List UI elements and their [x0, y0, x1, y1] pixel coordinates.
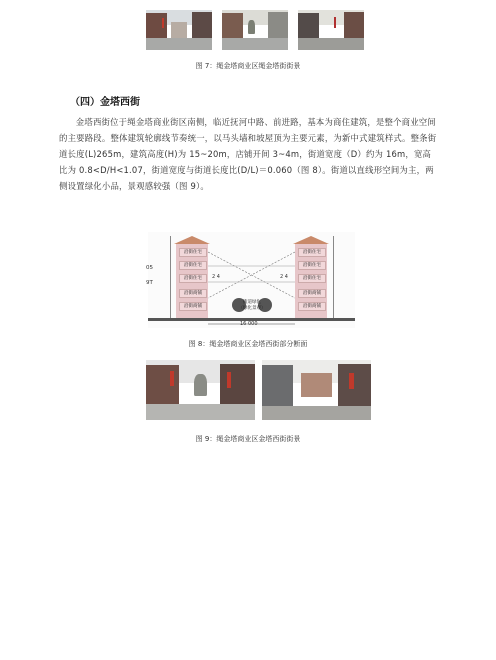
left-floor-3: 沿街住宅: [179, 274, 207, 283]
side-label-2: 9T: [146, 280, 153, 286]
dim-left: 2 4: [212, 274, 220, 280]
street-greenery-label: 街道绿化 （绿化景观）: [238, 300, 266, 311]
sight-lines: [148, 232, 355, 328]
left-floor-1: 沿街住宅: [179, 248, 207, 257]
right-floor-5: 沿街商铺: [298, 302, 326, 311]
street-section-drawing: [148, 232, 355, 328]
dim-right: 2 4: [280, 274, 288, 280]
fig9-caption: 图 9：绳金塔商业区金塔西街街景: [195, 435, 301, 443]
fig7-caption: 图 7：绳金塔商业区绳金塔街街景: [195, 62, 301, 70]
section-heading: （四）金塔西街: [70, 97, 140, 108]
fig8-caption: 图 8：绳金塔商业区金塔西街部分断面: [188, 340, 308, 348]
fig9-photo-2: [262, 360, 371, 420]
side-label-1: 05: [146, 265, 153, 271]
body-paragraph: 金塔西街位于绳金塔商业街区南侧，临近抚河中路、前进路，基本为商住建筑，是整个商业空间的主要路段。整体建筑轮廓线节奏统一，以马头墙和坡屋顶为主要元素，为新中式建筑样式。整条街道长度(L)265m，建筑高度(H)为 15~20m，店铺开间 3~4m，街道宽度（D）约为 16m，宽高比为 0.8<D/H<1.07，街道宽度与街道长度比(D/L)＝0.060（图 8）。街道以直线形空间为主，两侧设置绿化小品，景观感较强（图 9）。: [59, 117, 437, 191]
left-floor-5: 沿街商铺: [179, 302, 207, 311]
right-floor-3: 沿街住宅: [298, 274, 326, 283]
fig7-photo-1: [146, 10, 212, 50]
left-floor-2: 沿街住宅: [179, 261, 207, 270]
fig9-photo-1: [146, 360, 255, 420]
right-floor-4: 沿街商铺: [298, 289, 326, 298]
right-floor-1: 沿街住宅: [298, 248, 326, 257]
street-width-dimension: 16 000: [240, 321, 258, 327]
fig7-photo-3: [298, 10, 364, 50]
left-floor-4: 沿街商铺: [179, 289, 207, 298]
right-floor-2: 沿街住宅: [298, 261, 326, 270]
fig7-photo-2: [222, 10, 288, 50]
